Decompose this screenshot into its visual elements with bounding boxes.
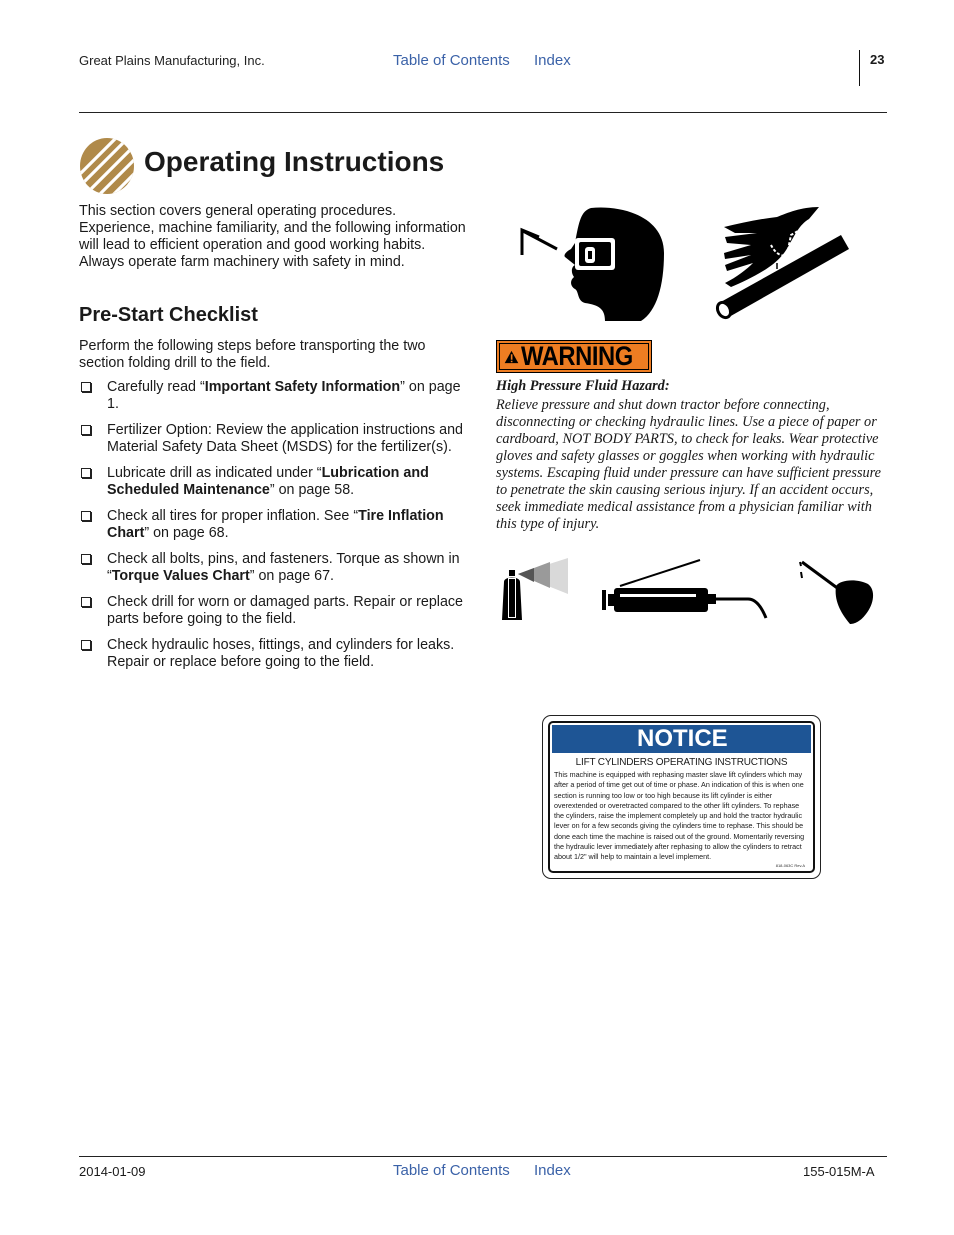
checkbox-icon xyxy=(81,554,91,564)
page-number: 23 xyxy=(870,52,885,67)
header-rule xyxy=(79,112,887,113)
checkbox-icon xyxy=(81,640,91,650)
grease-gun-icon xyxy=(602,560,766,618)
pre-start-checklist xyxy=(79,379,471,680)
checkbox-icon xyxy=(81,597,91,607)
oil-can-icon xyxy=(800,562,873,624)
great-plains-logo-icon xyxy=(79,137,135,195)
notice-label: NOTICE xyxy=(552,725,811,753)
checklist-item: Check hydraulic hoses, fittings, and cylinders for leaks. Repair or replace before going to the field. xyxy=(79,637,471,671)
checkbox-icon xyxy=(81,382,91,392)
fluid-injection-hand-icon xyxy=(715,207,849,320)
company-name: Great Plains Manufacturing, Inc. xyxy=(79,53,265,68)
checkbox-icon xyxy=(81,425,91,435)
checklist-item: Carefully read “Important Safety Information” on page 1. xyxy=(79,379,471,413)
checkbox-icon xyxy=(81,511,91,521)
notice-part-code: 818-063C Rev.A xyxy=(775,863,805,868)
warning-heading: High Pressure Fluid Hazard: xyxy=(496,378,670,394)
footer-date: 2014-01-09 xyxy=(79,1164,146,1179)
checklist-intro: Perform the following steps before transporting the two section folding drill to the field. xyxy=(79,338,426,371)
header-index-link[interactable]: Index xyxy=(534,52,571,69)
checklist-item: Fertilizer Option: Review the application instructions and Material Safety Data Sheet (MSDS) for the fertilizer(s). xyxy=(79,422,471,456)
notice-subtitle: LIFT CYLINDERS OPERATING INSTRUCTIONS xyxy=(575,757,788,768)
checklist-heading: Pre-Start Checklist xyxy=(79,304,258,326)
checklist-item: Lubricate drill as indicated under “Lubrication and Scheduled Maintenance” on page 58. xyxy=(79,465,471,499)
warning-label: WARNING xyxy=(521,341,633,371)
checkbox-icon xyxy=(81,468,91,478)
warning-triangle-icon xyxy=(504,347,519,367)
warning-sign xyxy=(496,340,652,373)
warning-pictograms xyxy=(519,205,879,325)
checklist-item: Check all bolts, pins, and fasteners. Torque as shown in “Torque Values Chart” on page 67. xyxy=(79,551,471,585)
page-title: Operating Instructions xyxy=(144,146,445,177)
header-divider xyxy=(859,50,860,86)
footer-toc-link[interactable]: Table of Contents xyxy=(393,1162,510,1179)
notice-decal xyxy=(542,715,821,879)
spray-can-icon xyxy=(502,558,568,620)
lubrication-pictograms xyxy=(500,556,880,626)
footer-index-link[interactable]: Index xyxy=(534,1162,571,1179)
checklist-item: Check all tires for proper inflation. See “Tire Inflation Chart” on page 68. xyxy=(79,508,471,542)
warning-body: Relieve pressure and shut down tractor before connecting, disconnecting or checking hydraulic lines. Use a piece of paper or cardboard, NOT BODY PARTS, to check for leaks. Wear protective gloves and safety glasses or goggles when working with hydraulic systems. Escaping fluid under pressure can have sufficient pressure to penetrate the skin causing serious injury. If an accident occurs, seek immediate medical assistance from a physician familiar with this type of injury. xyxy=(496,397,882,532)
notice-body: This machine is equipped with rephasing master slave lift cylinders which may after a period of time get out of time or phase. An indication of this is when one section is running too low or too high because its lift cylinder is either overextended or overetracted compared to the other lift cylinders. To rephase the cylinders, raise the implement completely up and hold the tractor hydraulic lever on for a few seconds giving the cylinders time to rephase. This should be done each time the machine is raised out of the ground. Momentarily reversing the hydraulic lever immediately after rephasing to allow the cylinders to retract about 1/2" will help to maintain a level implement. xyxy=(554,770,805,862)
checklist-item: Check drill for worn or damaged parts. Repair or replace parts before going to the field. xyxy=(79,594,471,628)
footer-rule xyxy=(79,1156,887,1157)
header-toc-link[interactable]: Table of Contents xyxy=(393,52,510,69)
footer-doc-number: 155-015M-A xyxy=(803,1164,875,1179)
eye-protection-icon xyxy=(522,208,664,321)
section-intro: This section covers general operating procedures. Experience, machine familiarity, and the following information will lead to efficient operation and good working habits. Always operate farm machinery with safety in mind. xyxy=(79,203,466,270)
